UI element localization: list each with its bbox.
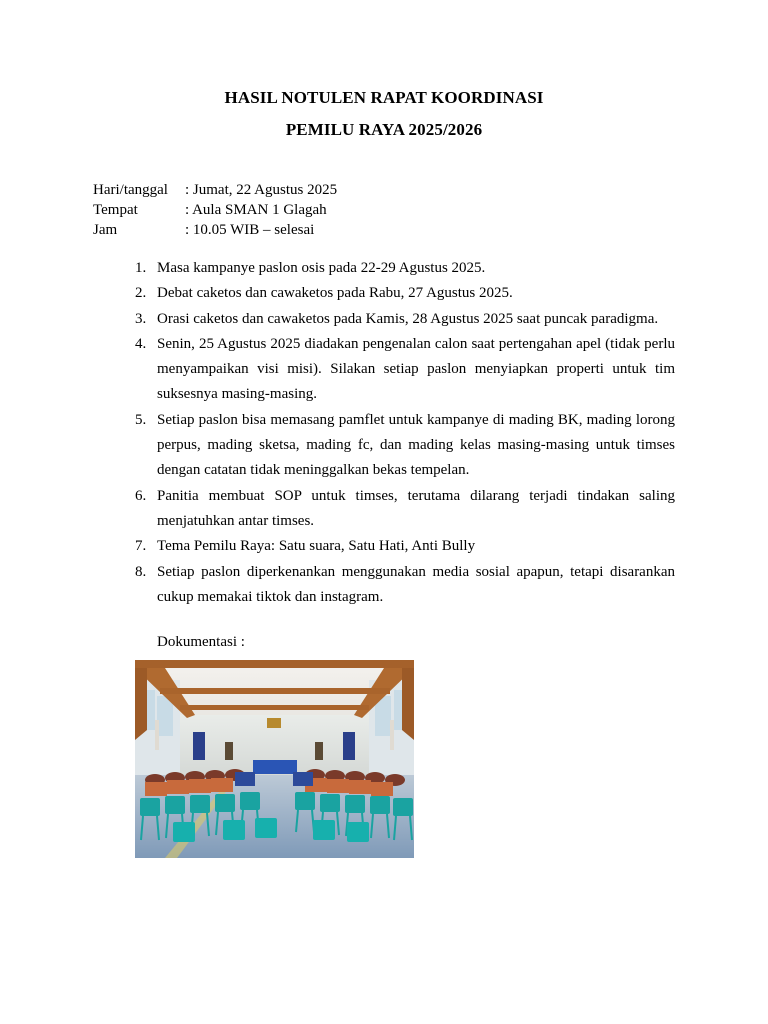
list-item-text: Setiap paslon bisa memasang pamflet untuk kampanye di mading BK, mading lorong perpus, mading sketsa, mading fc, dan mading kelas masing-masing untuk timses dengan catatan tidak meninggalkan bekas tempelan.: [157, 411, 675, 479]
list-item-number: 3.: [135, 310, 147, 327]
list-item: [135, 281, 675, 306]
list-item-number: 6.: [135, 487, 147, 504]
list-item-number: 7.: [135, 538, 147, 555]
place-label: Tempat: [93, 202, 138, 218]
list-item: [135, 408, 675, 484]
list-item-number: 2.: [135, 285, 147, 302]
list-item-text: Masa kampanye paslon osis pada 22-29 Agustus 2025.: [157, 260, 486, 276]
list-item-number: 4.: [135, 335, 147, 352]
meeting-time-row: [93, 220, 337, 240]
minutes-list: [135, 256, 675, 610]
list-item: [135, 332, 675, 408]
list-item-number: 1.: [135, 260, 147, 276]
documentation-photo: [135, 660, 414, 858]
date-label: Hari/tanggal: [93, 182, 168, 198]
document-title: HASIL NOTULEN RAPAT KOORDINASI: [224, 88, 544, 107]
list-item-number: 8.: [135, 563, 147, 580]
list-item: [135, 534, 675, 559]
documentation-label: Dokumentasi :: [157, 634, 245, 650]
list-item-text: Orasi caketos dan cawaketos pada Kamis, 28 Agustus 2025 saat puncak paradigma.: [157, 310, 659, 327]
date-value: : Jumat, 22 Agustus 2025: [185, 182, 338, 198]
list-item-text: Setiap paslon diperkenankan menggunakan media sosial apapun, tetapi disarankan cukup memakai tiktok dan instagram.: [157, 563, 675, 605]
hall-meeting-photo: [135, 660, 414, 858]
time-value: : 10.05 WIB – selesai: [185, 222, 315, 238]
time-label: Jam: [93, 222, 118, 238]
list-item: [135, 560, 675, 611]
list-item-text: Panitia membuat SOP untuk timses, terutama dilarang terjadi tindakan saling menjatuhkan antar timses.: [157, 487, 675, 529]
list-item-text: Tema Pemilu Raya: Satu suara, Satu Hati, Anti Bully: [157, 538, 476, 555]
list-item: [135, 256, 675, 281]
place-value: : Aula SMAN 1 Glagah: [185, 202, 327, 218]
list-item-text: Debat caketos dan cawaketos pada Rabu, 27 Agustus 2025.: [157, 285, 513, 302]
list-item-number: 5.: [135, 411, 147, 428]
list-item-text: Senin, 25 Agustus 2025 diadakan pengenalan calon saat pertengahan apel (tidak perlu menyampaikan visi misi). Silakan setiap paslon menyiapkan properti untuk tim suksesnya masing-masing.: [157, 335, 675, 403]
meeting-place-row: [93, 200, 337, 220]
meeting-info: [93, 180, 337, 240]
list-item: [135, 307, 675, 332]
meeting-date-row: [93, 180, 337, 200]
document-subtitle: PEMILU RAYA 2025/2026: [285, 120, 483, 139]
list-item: [135, 484, 675, 535]
